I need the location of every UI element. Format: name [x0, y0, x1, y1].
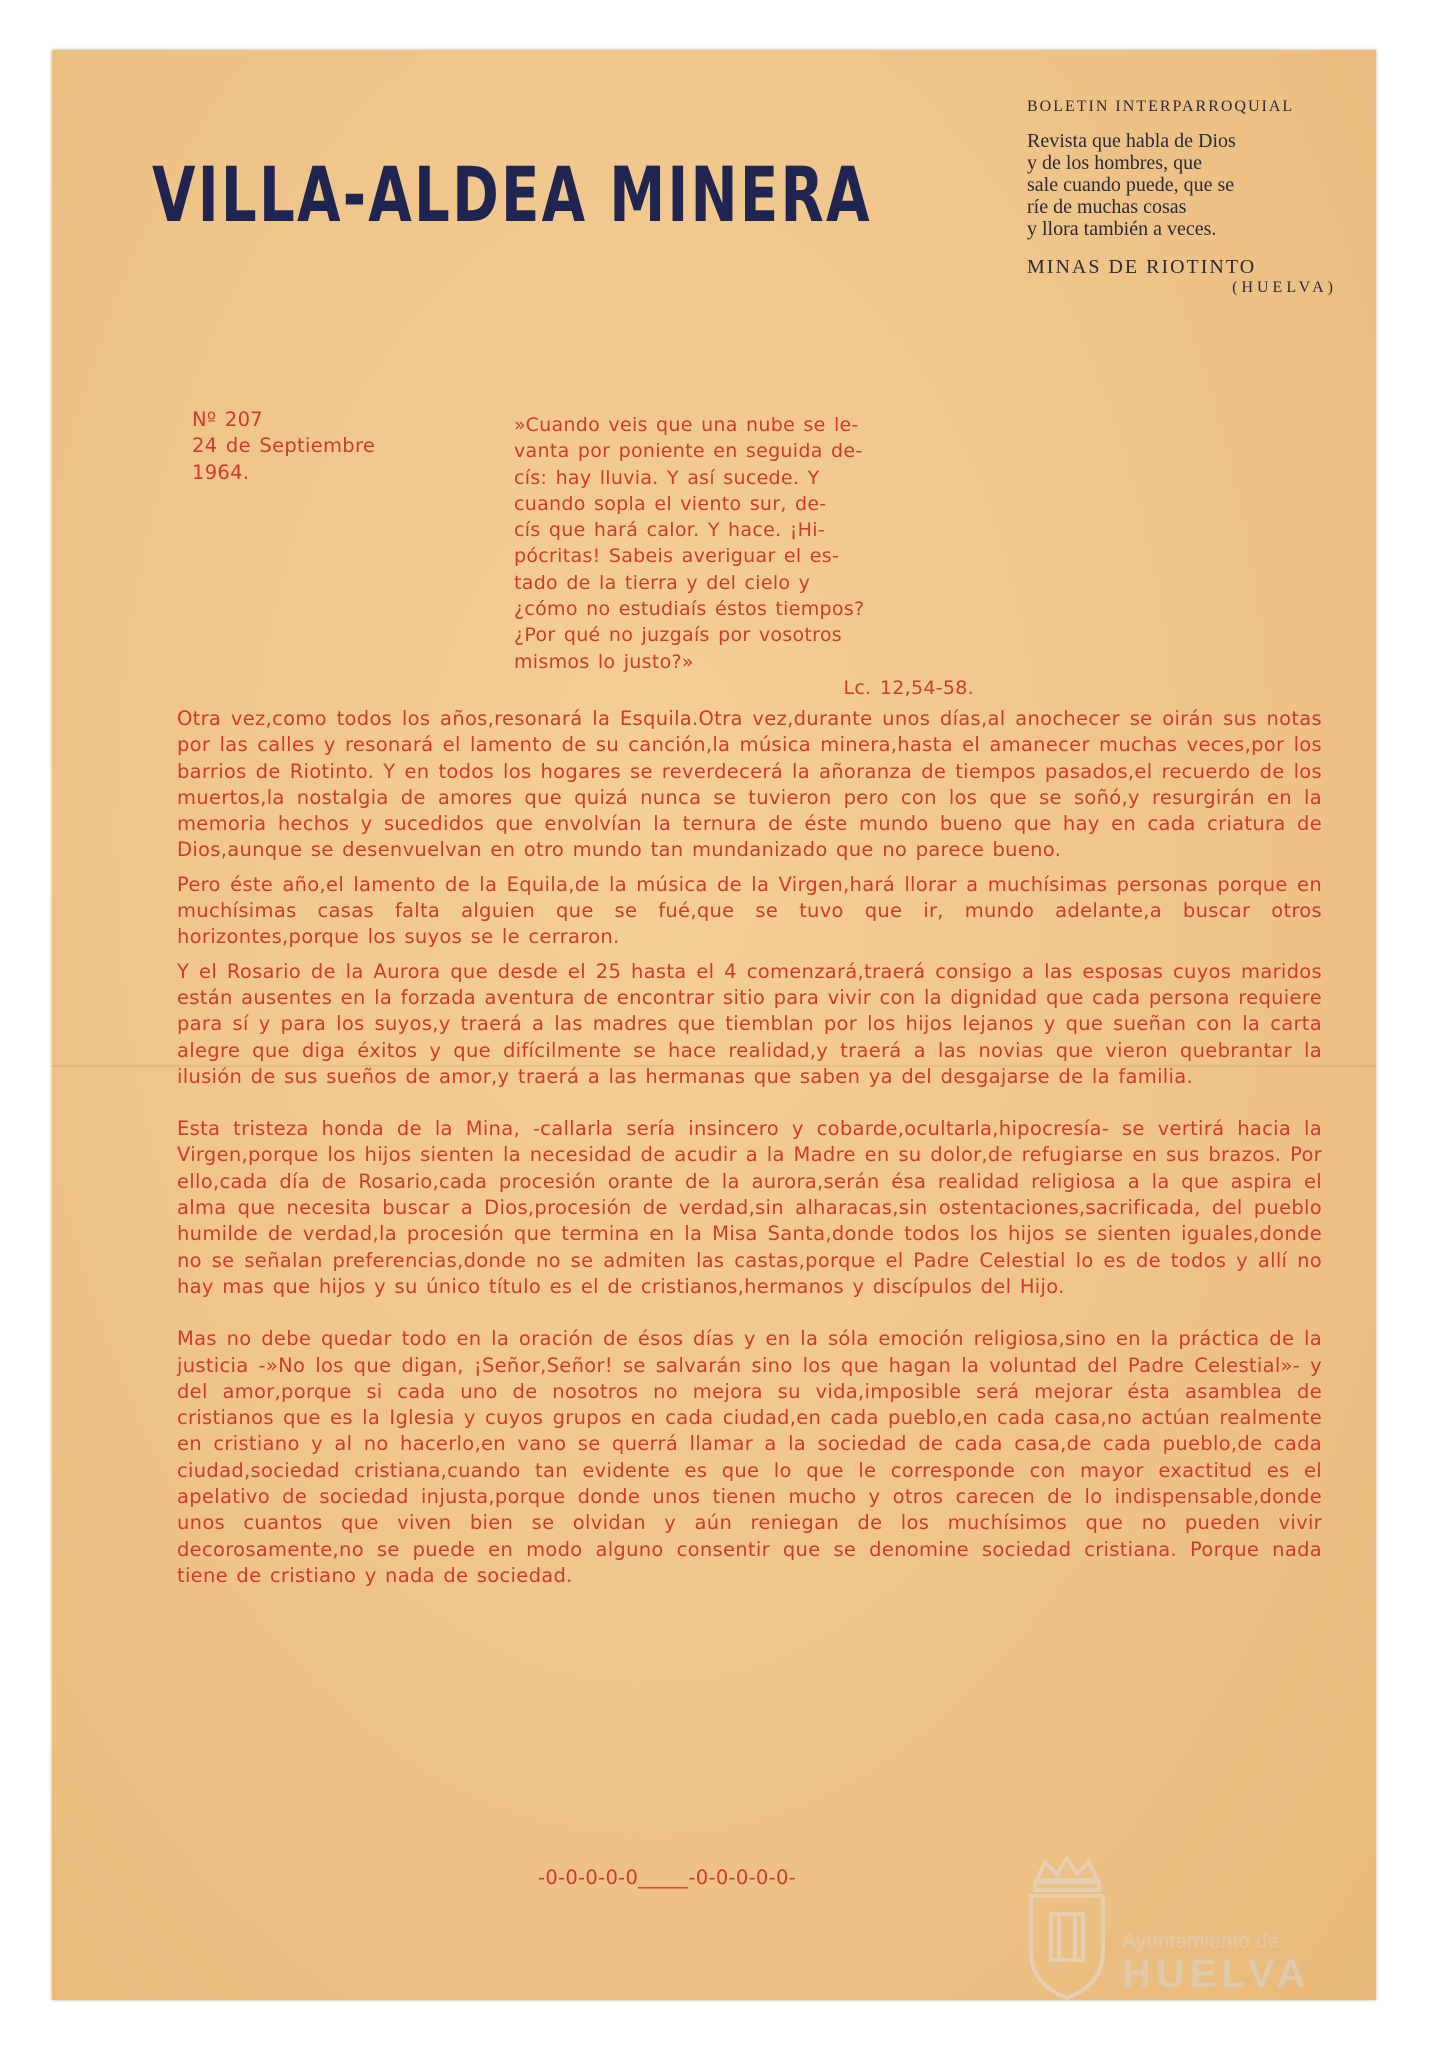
article-body	[177, 706, 1322, 1597]
divider-line: -0-0-0-0-0_____-0-0-0-0-0-	[537, 1866, 796, 1889]
quote-line: vanta por poniente en seguida de-	[514, 440, 863, 463]
quote-line: ¿cómo no estudiaís éstos tiempos?	[514, 598, 865, 621]
quote-reference: Lc. 12,54-58.	[843, 676, 974, 699]
tagline-line: y de los hombres, que	[1027, 152, 1202, 174]
quote-line: mismos lo justo?»	[514, 650, 694, 673]
watermark-line2: HUELVA	[1122, 1952, 1311, 1996]
paragraph: Y el Rosario de la Aurora que desde el 25 hasta el 4 comenzará,traerá consigo a las esposas cuyos maridos están ausentes en la forzada aventura de encontrar sitio para vivir con la dignidad que cada persona requiere para sí y para los suyos,y traerá a las madres que tiemblan por los hijos lejanos y que sueñan con la carta alegre que diga éxitos y que difícilmente se hace realidad,y traerá a las novias que vieron quebrantar la ilusión de sus sueños de amor,y traerá a las hermanas que saben ya del desgajarse de la familia.	[177, 959, 1322, 1088]
document-page	[52, 50, 1376, 2000]
coat-of-arms-icon	[1017, 1852, 1117, 2000]
quote-line: ¿Por qué no juzgaís por vosotros	[514, 624, 842, 647]
region: (HUELVA)	[1232, 279, 1337, 296]
issue-date: 24 de Septiembre	[192, 434, 376, 458]
quote-line: cuando sopla el viento sur, de-	[514, 492, 827, 515]
location: MINAS DE RIOTINTO	[1027, 256, 1257, 278]
paragraph: Otra vez,como todos los años,resonará la Esquila.Otra vez,durante unos días,al anochecer se oirán sus notas por las calles y resonará el lamento de su canción,la música minera,hasta el amanecer muchas veces,por los barrios de Riotinto. Y en todos los hogares se reverdecerá la añoranza de tiempos pasados,el recuerdo de los muertos,la nostalgia de amores que quizá nunca se tuvieron pero con los que se soñó,y resurgirán en la memoria hechos y sucedidos que envolvían la ternura de éste mundo bueno que hay en cada criatura de Dios,aunque se desenvuelvan en otro mundo tan mundanizado que no parece bueno.	[177, 707, 1322, 862]
boletin-info	[1027, 98, 1347, 297]
quote-line: cís que hará calor. Y hace. ¡Hi-	[514, 519, 825, 542]
watermark-line1: Ayuntamiento de	[1122, 1930, 1280, 1953]
issue-info	[192, 407, 432, 486]
gospel-quote	[514, 412, 1014, 701]
tagline-line: ríe de muchas cosas	[1027, 196, 1187, 218]
quote-line: »Cuando veis que una nube se le-	[514, 414, 859, 436]
huelva-watermark	[1017, 1852, 1362, 2000]
quote-line: pócritas! Sabeis averiguar el es-	[514, 545, 840, 568]
boletin-title: BOLETIN INTERPARROQUIAL	[1027, 98, 1295, 115]
quote-line: cís: hay lluvia. Y así sucede. Y	[514, 466, 820, 489]
issue-year: 1964.	[192, 460, 250, 484]
paragraph: Mas no debe quedar todo en la oración de ésos días y en la sóla emoción religiosa,sino en la práctica de la justicia -»No los que digan, ¡Señor,Señor! se salvarán sino los que hagan la voluntad del Padre Celestial»- y del amor,porque si cada uno de nosotros no mejora su vida,imposible será mejorar ésta asamblea de cristianos que es la Iglesia y cuyos grupos en cada ciudad,en cada pueblo,en cada casa,no actúan realmente en cristiano y al no hacerlo,en vano se querrá llamar a la sociedad de cada casa,de cada pueblo,de cada ciudad,sociedad cristiana,cuando tan evidente es que lo que le corresponde con mayor exactitud es el apelativo de sociedad injusta,porque donde unos tienen mucho y otros carecen de lo indispensable,donde unos cuantos que viven bien se olvidan y aún reniegan de los muchísimos que no pueden vivir decorosamente,no se puede en modo alguno consentir que se denomine sociedad cristiana. Porque nada tiene de cristiano y nada de sociedad.	[177, 1327, 1322, 1587]
quote-line: tado de la tierra y del cielo y	[514, 571, 811, 594]
tagline-line: y llora también a veces.	[1027, 218, 1217, 240]
paragraph: Esta tristeza honda de la Mina, -callarla sería insincero y cobarde,ocultarla,hipocresía- se vertirá hacia la Virgen,porque los hijos sienten la necesidad de acudir a la Madre en su dolor,de refugiarse en sus brazos. Por ello,cada día de Rosario,cada procesión orante de la aurora,serán ésa realidad religiosa a la que aspira el alma que necesita buscar a Dios,procesión de verdad,sin alharacas,sin ostentaciones,sacrificada, del pueblo humilde de verdad,la procesión que termina en la Misa Santa,donde todos los hijos se sienten iguales,donde no se señalan preferencias,donde no se admiten las castas,porque el Padre Celestial lo es de todos y allí no hay mas que hijos y su único título es el de cristianos,hermanos y discípulos del Hijo.	[177, 1117, 1322, 1298]
paragraph: Pero éste año,el lamento de la Equila,de la música de la Virgen,hará llorar a muchísimas personas porque en muchísimas casas falta alguien que se fué,que se tuvo que ir, mundo adelante,a buscar otros horizontes,porque los suyos se le cerraron.	[177, 872, 1322, 949]
issue-number: Nº 207	[192, 408, 263, 431]
masthead-title: VILLA-ALDEA MINERA	[152, 150, 872, 239]
tagline	[1027, 130, 1347, 240]
tagline-line: sale cuando puede, que se	[1027, 174, 1235, 196]
tagline-line: Revista que habla de Dios	[1027, 130, 1236, 152]
